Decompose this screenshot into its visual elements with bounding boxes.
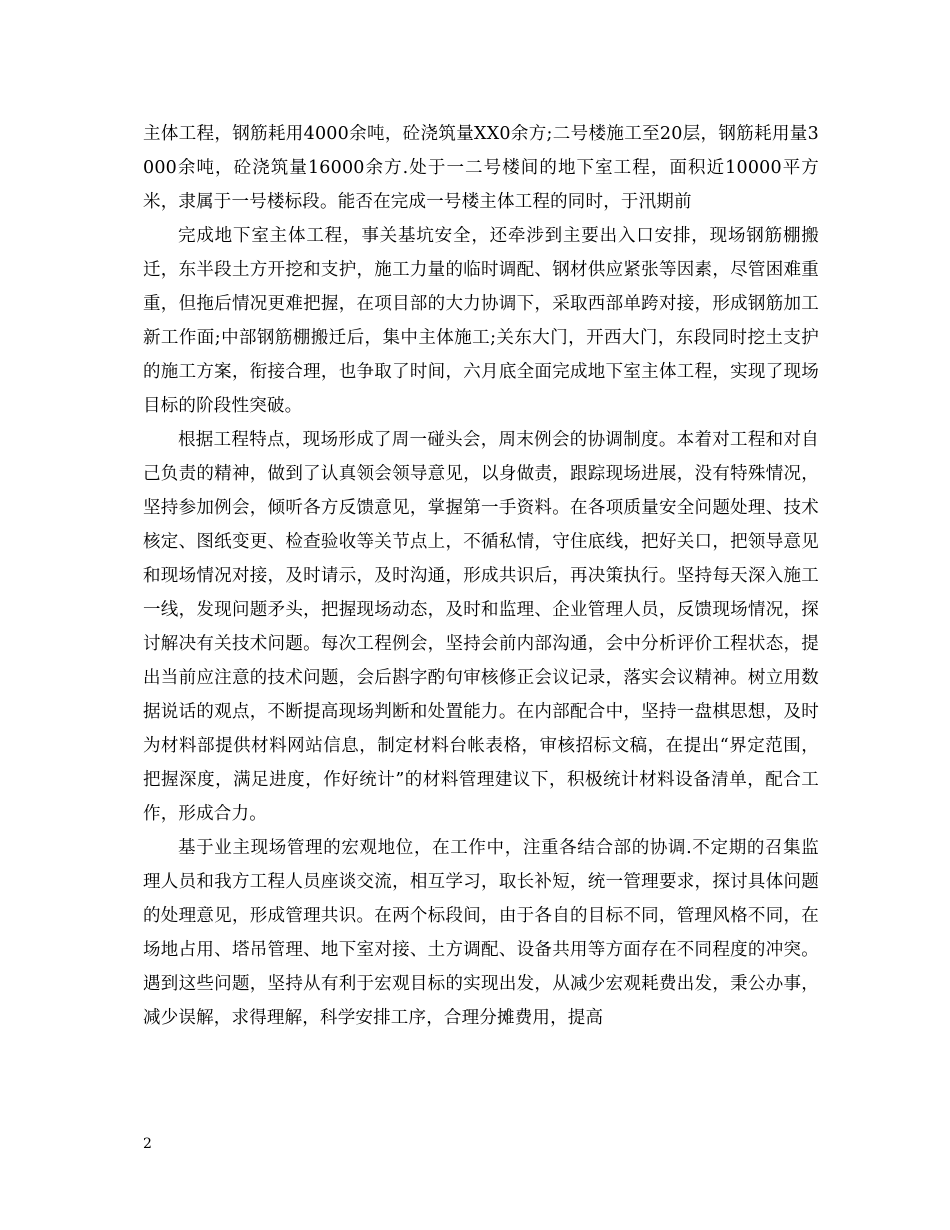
body-text [143, 117, 819, 1035]
page-number: 2 [143, 1136, 152, 1152]
paragraph-2: 完成地下室主体工程，事关基坑安全，还牵涉到主要出入口安排，现场钢筋棚搬迁，东半段土方开挖和支护，施工力量的临时调配、钢材供应紧张等因素，尽管困难重重，但拖后情况更难把握，在项目部的大力协调下，采取西部单跨对接，形成钢筋加工新工作面;中部钢筋棚搬迁后，集中主体施工;关东大门，开西大门，东段同时挖土支护的施工方案，衔接合理，也争取了时间，六月底全面完成地下室主体工程，实现了现场目标的阶段性突破。 [143, 226, 819, 416]
paragraph-4: 基于业主现场管理的宏观地位，在工作中，注重各结合部的协调.不定期的召集监理人员和我方工程人员座谈交流，相互学习，取长补短，统一管理要求，探讨具体问题的处理意见，形成管理共识。在两个标段间，由于各自的目标不同，管理风格不同，在场地占用、塔吊管理、地下室对接、土方调配、设备共用等方面存在不同程度的冲突。遇到这些问题，坚持从有利于宏观目标的实现出发，从减少宏观耗费出发，秉公办事，减少误解，求得理解，科学安排工序，合理分摊费用，提高 [143, 838, 819, 1028]
paragraph-3: 根据工程特点，现场形成了周一碰头会，周末例会的协调制度。本着对工程和对自己负责的精神，做到了认真领会领导意见，以身做责，跟踪现场进展，没有特殊情况，坚持参加例会，倾听各方反馈意见，掌握第一手资料。在各项质量安全问题处理、技术核定、图纸变更、检查验收等关节点上，不循私情，守住底线，把好关口，把领导意见和现场情况对接，及时请示，及时沟通，形成共识后，再决策执行。坚持每天深入施工一线，发现问题矛头，把握现场动态，及时和监理、企业管理人员，反馈现场情况，探讨解决有关技术问题。每次工程例会，坚持会前内部沟通，会中分析评价工程状态，提出当前应注意的技术问题，会后斟字酌句审核修正会议记录，落实会议精神。树立用数据说话的观点，不断提高现场判断和处置能力。在内部配合中，坚持一盘棋思想，及时为材料部提供材料网站信息，制定材料台帐表格，审核招标文稿，在提出“界定范围，把握深度，满足进度，作好统计”的材料管理建议下，积极统计材料设备清单，配合工作，形成合力。 [143, 430, 819, 824]
paragraph-1: 主体工程，钢筋耗用4000余吨，砼浇筑量XX0余方;二号楼施工至20层，钢筋耗用量3000余吨，砼浇筑量16000余方.处于一二号楼间的地下室工程，面积近10000平方米，隶属于一号楼标段。能否在完成一号楼主体工程的同时，于汛期前 [143, 124, 819, 212]
